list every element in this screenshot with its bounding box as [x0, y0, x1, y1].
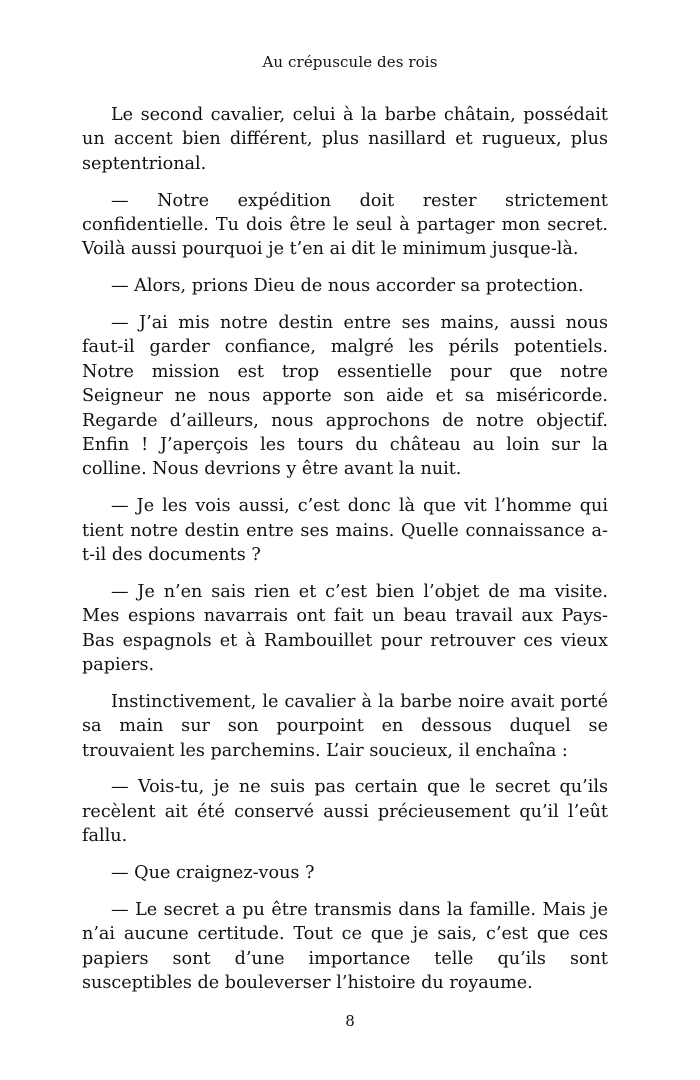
paragraph: — Que craignez-vous ?: [111, 863, 315, 884]
page-number: 8: [345, 1012, 355, 1030]
paragraph: — Vois-tu, je ne suis pas certain que le secret qu’ils recèlent ait été conservé aussi précieusement qu’il l’eût fallu.: [82, 777, 608, 847]
paragraph: — Alors, prions Dieu de nous accorder sa protection.: [111, 276, 584, 297]
paragraph: — Je n’en sais rien et c’est bien l’objet de ma visite. Mes espions navarrais ont fait un beau travail aux Pays-Bas espagnols et à Rambouillet pour retrouver ces vieux papiers.: [82, 581, 608, 676]
body-text: [82, 103, 608, 1008]
paragraph: Instinctivement, le cavalier à la barbe noire avait porté sa main sur son pourpoint en dessous duquel se trouvaient les parchemins. L’air soucieux, il enchaîna :: [82, 691, 608, 761]
paragraph: — J’ai mis notre destin entre ses mains, aussi nous faut-il garder confiance, malgré les périls potentiels. Notre mission est trop essentielle pour que notre Seigneur ne nous apporte son aide et sa miséricorde. Regarde d’ailleurs, nous approchons de notre objectif. Enfin ! J’aperçois les tours du château au loin sur la colline. Nous devrions y être avant la nuit.: [82, 313, 608, 480]
running-title: Au crépuscule des rois: [262, 53, 438, 71]
paragraph: — Notre expédition doit rester strictement confidentielle. Tu dois être le seul à partager mon secret. Voilà aussi pourquoi je t’en ai dit le minimum jusque-là.: [82, 190, 608, 260]
paragraph: Le second cavalier, celui à la barbe châtain, possédait un accent bien différent, plus nasillard et rugueux, plus septentrional.: [82, 105, 608, 174]
paragraph: — Le secret a pu être transmis dans la famille. Mais je n’ai aucune certitude. Tout ce que je sais, c’est que ces papiers sont d’une importance telle qu’ils sont susceptibles de bouleverser l’histoire du royaume.: [82, 899, 608, 994]
paragraph: — Je les vois aussi, c’est donc là que vit l’homme qui tient notre destin entre ses mains. Quelle connaissance a-t-il des documents ?: [82, 496, 608, 566]
